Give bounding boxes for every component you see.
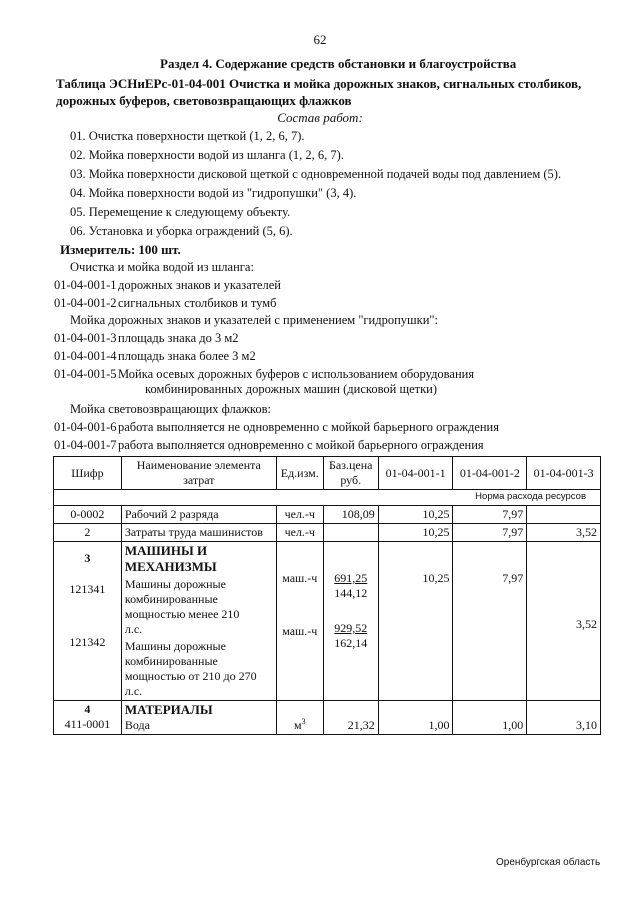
operation-item: 02. Мойка поверхности водой из шланга (1, 2, 6, 7). (70, 148, 344, 162)
cell-unit: чел.-ч (276, 506, 323, 524)
machine-unit: маш.-ч (282, 624, 318, 638)
item-code: 01-04-001-1 (54, 278, 117, 292)
item-desc: площадь знака до 3 м2 (118, 331, 239, 345)
header-col3: 01-04-001-3 (527, 457, 601, 490)
cell-col1: 10,25 (378, 524, 453, 542)
price-top: 929,52 (334, 621, 368, 635)
cell-name (121, 701, 276, 735)
item-desc: сигнальных столбиков и тумб (118, 296, 277, 310)
cell-col3: 3,52 (527, 524, 601, 542)
header-col2: 01-04-001-2 (453, 457, 527, 490)
item-desc (118, 367, 474, 397)
group-code: 3 (84, 551, 91, 565)
cell-col2: 7,97 (453, 524, 527, 542)
cell-price: 21,32 (323, 701, 378, 735)
header-price: Баз.цена руб. (323, 457, 378, 490)
price-bottom: 144,12 (334, 586, 368, 600)
cell-col2: 7,97 (453, 506, 527, 524)
material-name: Вода (124, 718, 150, 732)
machine-value: 3,52 (576, 617, 597, 631)
item-row (54, 349, 256, 364)
group-name: МАТЕРИАЛЫ (124, 702, 213, 717)
footer-region: Оренбургская область (496, 857, 601, 868)
item-code: 01-04-001-4 (54, 349, 117, 363)
machine-value: 10,25 (422, 571, 450, 585)
machine-name: Машины дорожные комбинированные мощностью менее 210 л.с. (124, 577, 240, 636)
cell-name: Рабочий 2 разряда (121, 506, 276, 524)
table-row (54, 506, 601, 524)
table-row (54, 701, 601, 735)
cell-col3 (527, 506, 601, 524)
cell-price: 108,09 (323, 506, 378, 524)
price-top: 691,25 (334, 571, 368, 585)
header-name: Наименование элемента затрат (121, 457, 276, 490)
cell-code (54, 701, 122, 735)
header-unit: Ед.изм. (276, 457, 323, 490)
item-desc-line: Мойка осевых дорожных буферов с использованием оборудования (118, 367, 475, 381)
group-title: Мойка дорожных знаков и указателей с применением "гидропушки": (70, 313, 438, 327)
item-row (54, 367, 474, 397)
machine-value: 7,97 (502, 571, 524, 585)
item-desc: дорожных знаков и указателей (118, 278, 281, 292)
operation-item: 05. Перемещение к следующему объекту. (70, 205, 291, 219)
cell-unit: чел.-ч (276, 524, 323, 542)
item-desc: работа выполняется не одновременно с мойкой барьерного ограждения (118, 420, 499, 434)
norm-note-row (54, 490, 601, 506)
header-code: Шифр (54, 457, 122, 490)
cell-col2 (453, 542, 527, 701)
cell-code (54, 542, 122, 701)
cell-col1 (378, 542, 453, 701)
table-title-line2: дорожных буферов, световозвращающих флажков (56, 93, 352, 108)
cell-col1: 10,25 (378, 506, 453, 524)
unit-sup: 3 (301, 717, 306, 726)
item-row (54, 296, 277, 311)
machine-code: 121342 (69, 635, 106, 649)
measurer: Измеритель: 100 шт. (60, 242, 181, 257)
cell-col1: 1,00 (378, 701, 453, 735)
cell-code: 0-0002 (54, 506, 122, 524)
item-desc-line: комбинированных дорожных машин (дисковой щетки) (145, 382, 438, 396)
table-row (54, 542, 601, 701)
cell-unit (276, 701, 323, 735)
operation-item: 01. Очистка поверхности щеткой (1, 2, 6, 7). (70, 129, 305, 143)
item-code: 01-04-001-2 (54, 296, 117, 310)
cell-name: Затраты труда машинистов (121, 524, 276, 542)
header-col1: 01-04-001-1 (378, 457, 453, 490)
item-code: 01-04-001-7 (54, 438, 117, 452)
table-header-row (54, 457, 601, 490)
cell-col3: 3,10 (527, 701, 601, 735)
group-code: 4 (84, 702, 91, 716)
item-code: 01-04-001-3 (54, 331, 117, 345)
item-row (54, 438, 484, 453)
machine-unit: маш.-ч (282, 571, 318, 585)
material-code: 411-0001 (64, 717, 111, 731)
operations-list (70, 127, 561, 241)
machine-code: 121341 (69, 582, 106, 596)
item-desc: площадь знака более 3 м2 (118, 349, 256, 363)
item-code: 01-04-001-5 (54, 367, 117, 381)
item-row (54, 278, 281, 293)
item-desc: работа выполняется одновременно с мойкой барьерного ограждения (118, 438, 484, 452)
cell-col2: 1,00 (453, 701, 527, 735)
section-title: Раздел 4. Содержание средств обстановки и благоустройства (160, 56, 517, 71)
operation-item: 06. Установка и уборка ограждений (5, 6). (70, 224, 293, 238)
unit-base: м (293, 718, 302, 732)
cell-unit (276, 542, 323, 701)
cell-price (323, 542, 378, 701)
group-title: Мойка световозвращающих флажков: (70, 402, 271, 416)
group-name: МАШИНЫ И МЕХАНИЗМЫ (124, 543, 217, 574)
table-title-line1: Таблица ЭСНиЕРс-01-04-001 Очистка и мойка дорожных знаков, сигнальных столбиков, (56, 76, 582, 91)
composition-title: Состав работ: (277, 110, 363, 125)
price-bottom: 162,14 (334, 636, 368, 650)
group-title: Очистка и мойка водой из шланга: (70, 260, 254, 274)
cell-name (121, 542, 276, 701)
machine-name: Машины дорожные комбинированные мощностью от 210 до 270 л.с. (124, 639, 257, 698)
operation-item: 03. Мойка поверхности дисковой щеткой с одновременной подачей воды под давлением (5). (70, 167, 562, 181)
page-number: 62 (313, 32, 327, 47)
cell-code: 2 (54, 524, 122, 542)
operation-item: 04. Мойка поверхности водой из "гидропушки" (3, 4). (70, 186, 357, 200)
norms-table (53, 456, 601, 735)
item-row (54, 420, 499, 435)
table-row (54, 524, 601, 542)
cell-price (323, 524, 378, 542)
cell-col3 (527, 542, 601, 701)
item-row (54, 331, 239, 346)
norm-note: Норма расхода ресурсов (54, 490, 601, 506)
item-code: 01-04-001-6 (54, 420, 117, 434)
